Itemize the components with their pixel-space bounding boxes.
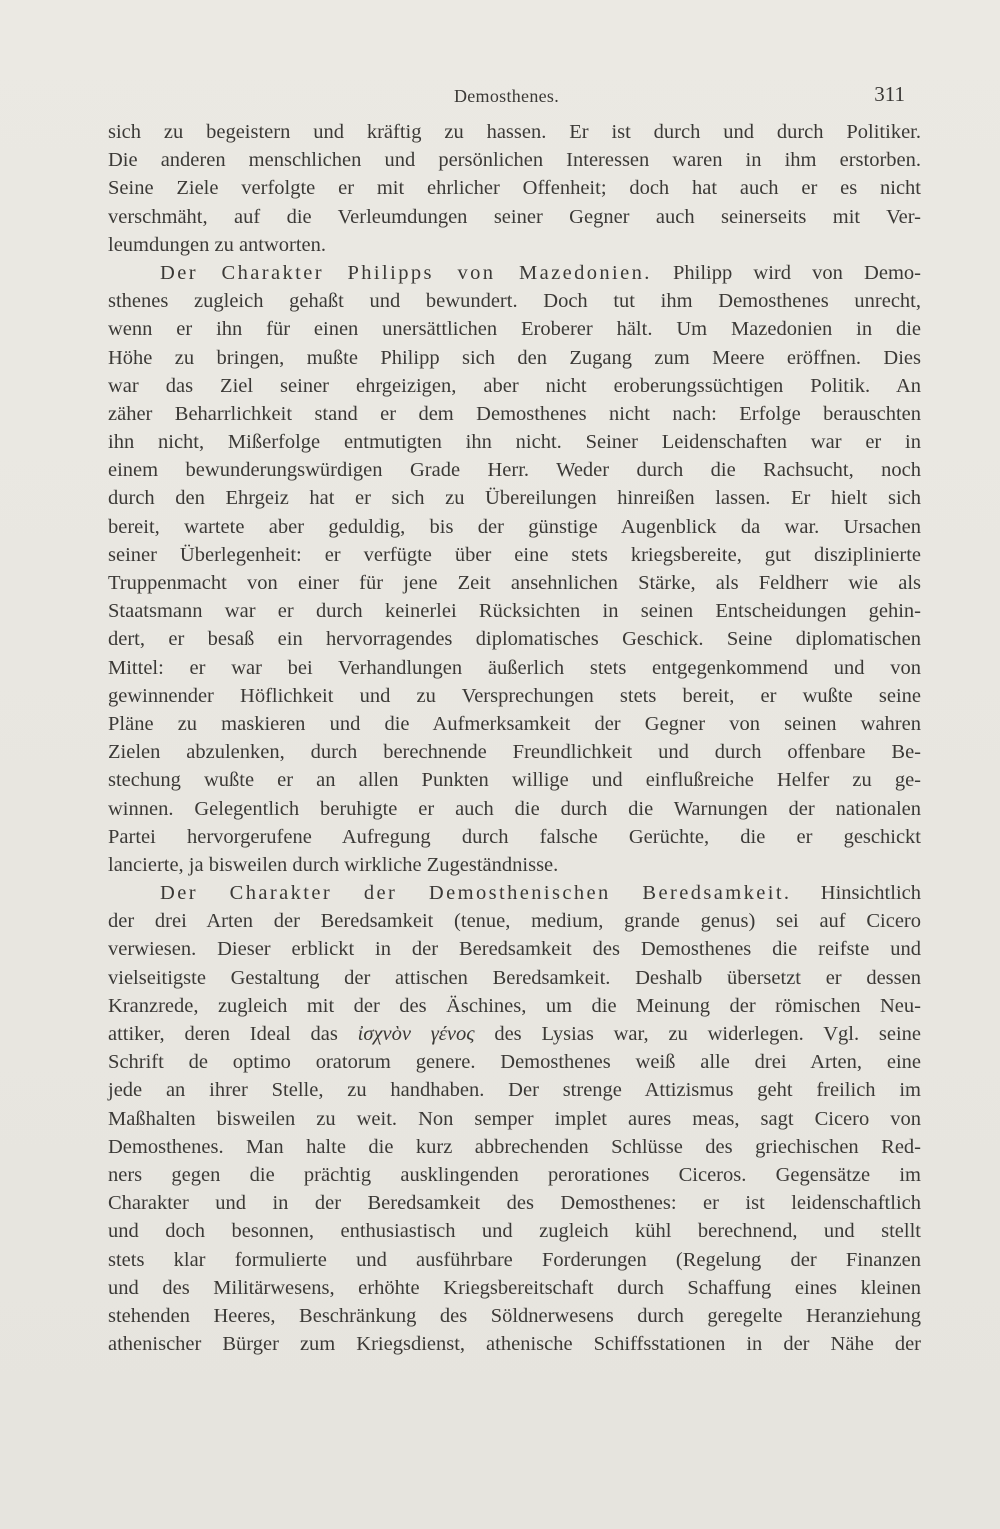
text-line: vielseitigste Gestaltung der attischen Beredsamkeit. Deshalb übersetzt er dessen bbox=[108, 966, 921, 989]
text-line: verwiesen. Dieser erblickt in der Beredsamkeit des Demosthenes die reifste und bbox=[108, 938, 921, 961]
text-span: Philipp wird von Demo- bbox=[651, 261, 921, 284]
page-number: 311 bbox=[874, 82, 905, 106]
text-line: Seine Ziele verfolgte er mit ehrlicher Offenheit; doch hat auch er es nicht bbox=[108, 177, 921, 200]
text-line: war das Ziel seiner ehrgeizigen, aber nicht eroberungssüchtigen Politik. An bbox=[108, 374, 921, 397]
text-line: lancierte, ja bisweilen durch wirkliche Zugeständnisse. bbox=[108, 853, 559, 876]
text-span: des Lysias war, zu widerlegen. Vgl. seine bbox=[474, 1023, 921, 1045]
text-line: verschmäht, auf die Verleumdungen seiner Gegner auch seinerseits mit Ver- bbox=[108, 205, 921, 228]
text-line: Kranzrede, zugleich mit der des Äschines, um die Meinung der römischen Neu- bbox=[108, 994, 921, 1017]
running-header bbox=[108, 82, 905, 112]
text-line: Staatsmann war er durch keinerlei Rücksichten in seinen Entscheidungen gehin- bbox=[108, 600, 921, 623]
text-line: stehenden Heeres, Beschränkung des Söldnerwesens durch geregelte Heranziehung bbox=[108, 1304, 921, 1327]
text-line: Schrift de optimo oratorum genere. Demosthenes weiß alle drei Arten, eine bbox=[108, 1051, 921, 1074]
section-heading-beredsamkeit: Der Charakter der Demosthenischen Beredsamkeit. bbox=[160, 882, 792, 905]
text-line: Mittel: er war bei Verhandlungen äußerlich stets entgegenkommend und von bbox=[108, 656, 921, 679]
text-line: ihn nicht, Mißerfolge entmutigten ihn nicht. Seiner Leidenschaften war er in bbox=[108, 431, 921, 454]
text-line: wenn er ihn für einen unersättlichen Eroberer hält. Um Mazedonien in die bbox=[108, 318, 921, 341]
text-line: ners gegen die prächtig ausklingenden perorationes Ciceros. Gegensätze im bbox=[108, 1163, 921, 1186]
text-line: durch den Ehrgeiz hat er sich zu Übereilungen hinreißen lassen. Er hielt sich bbox=[108, 487, 921, 510]
text-line-with-greek bbox=[108, 1020, 921, 1048]
text-line: der drei Arten der Beredsamkeit (tenue, medium, grande genus) sei auf Cicero bbox=[108, 910, 921, 933]
text-span: attiker, deren Ideal das bbox=[108, 1023, 358, 1045]
section-heading-line bbox=[108, 259, 921, 287]
greek-phrase: ἰσχνὸν γένος bbox=[357, 1023, 475, 1045]
text-line: dert, er besaß ein hervorragendes diplomatisches Geschick. Seine diplomatischen bbox=[108, 628, 921, 651]
text-line: Pläne zu maskieren und die Aufmerksamkeit der Gegner von seinen wahren bbox=[108, 712, 921, 735]
header-title: Demosthenes. bbox=[453, 86, 560, 106]
text-line: zäher Beharrlichkeit stand er dem Demosthenes nicht nach: Erfolge berauschten bbox=[108, 402, 921, 425]
text-line: Truppenmacht von einer für jene Zeit ansehnlichen Stärke, als Feldherr wie als bbox=[108, 572, 921, 594]
text-line: sich zu begeistern und kräftig zu hassen. Er ist durch und durch Politiker. bbox=[108, 121, 921, 143]
text-line: Die anderen menschlichen und persönlichen Interessen waren in ihm erstorben. bbox=[108, 149, 921, 172]
text-line: stets klar formulierte und ausführbare Forderungen (Regelung der Finanzen bbox=[108, 1248, 921, 1271]
text-span: Hinsichtlich bbox=[791, 882, 921, 905]
text-line: Partei hervorgerufene Aufregung durch falsche Gerüchte, die er geschickt bbox=[108, 825, 921, 848]
text-line: und doch besonnen, enthusiastisch und zugleich kühl berechnend, und stellt bbox=[108, 1220, 921, 1243]
text-line: seiner Überlegenheit: er verfügte über eine stets kriegsbereite, gut disziplinierte bbox=[108, 543, 921, 566]
text-line: winnen. Gelegentlich beruhigte er auch die durch die Warnungen der nationalen bbox=[108, 797, 921, 820]
section-heading-philipp: Der Charakter Philipps von Mazedonien. bbox=[160, 261, 652, 284]
text-line: leumdungen zu antworten. bbox=[108, 233, 327, 256]
text-line: gewinnender Höflichkeit und zu Versprechungen stets bereit, er wußte seine bbox=[108, 684, 921, 707]
text-line: sthenes zugleich gehaßt und bewundert. Doch tut ihm Demosthenes unrecht, bbox=[108, 290, 921, 313]
body-text bbox=[108, 118, 921, 1358]
text-line: Höhe zu bringen, mußte Philipp sich den Zugang zum Meere eröffnen. Dies bbox=[108, 346, 921, 369]
text-line: Zielen abzulenken, durch berechnende Freundlichkeit und durch offenbare Be- bbox=[108, 741, 921, 764]
text-line: athenischer Bürger zum Kriegsdienst, athenische Schiffsstationen in der Nähe der bbox=[108, 1333, 921, 1356]
text-line: jede an ihrer Stelle, zu handhaben. Der strenge Attizismus geht freilich im bbox=[108, 1079, 921, 1102]
text-line: bereit, wartete aber geduldig, bis der günstige Augenblick da war. Ursachen bbox=[108, 515, 921, 538]
text-line: Charakter und in der Beredsamkeit des Demosthenes: er ist leidenschaftlich bbox=[108, 1192, 921, 1215]
text-line: Demosthenes. Man halte die kurz abbrechenden Schlüsse des griechischen Red- bbox=[108, 1135, 921, 1158]
text-line: und des Militärwesens, erhöhte Kriegsbereitschaft durch Schaffung eines kleinen bbox=[108, 1276, 921, 1299]
text-line: stechung wußte er an allen Punkten willige und einflußreiche Helfer zu ge- bbox=[108, 769, 921, 792]
text-line: einem bewunderungswürdigen Grade Herr. Weder durch die Rachsucht, noch bbox=[108, 459, 921, 482]
text-line: Maßhalten bisweilen zu weit. Non semper implet aures meas, sagt Cicero von bbox=[108, 1107, 921, 1130]
section-heading-line bbox=[108, 879, 921, 907]
